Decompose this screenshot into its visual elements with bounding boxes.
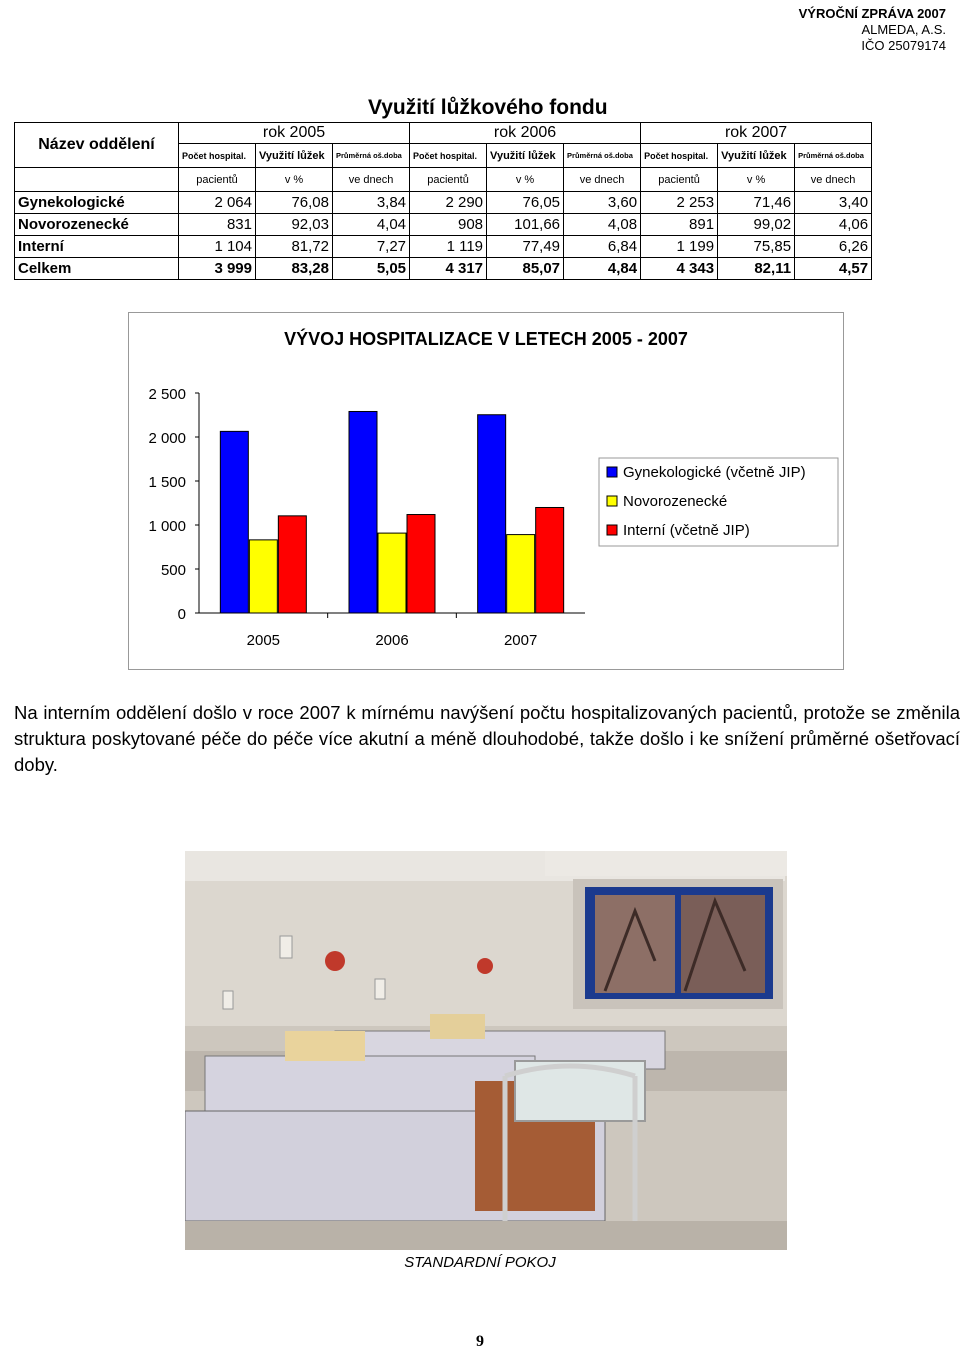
table-cell: 1 119 xyxy=(410,236,487,258)
table-row xyxy=(15,214,872,236)
column-header: Průměrná oš.doba xyxy=(564,144,641,168)
table-title: Využití lůžkového fondu xyxy=(368,96,608,119)
table-cell: 85,07 xyxy=(487,258,564,280)
table-cell: 4 317 xyxy=(410,258,487,280)
unit-spacer xyxy=(15,168,179,192)
table-cell: 2 290 xyxy=(410,192,487,214)
table-cell: 4,06 xyxy=(795,214,872,236)
department-name: Celkem xyxy=(15,258,179,280)
table-cell: 92,03 xyxy=(256,214,333,236)
bar xyxy=(507,535,535,613)
year-header: rok 2005 xyxy=(179,123,410,144)
legend-label: Interní (včetně JIP) xyxy=(623,522,750,539)
photo-caption: STANDARDNÍ POKOJ xyxy=(404,1254,556,1271)
table-row xyxy=(15,236,872,258)
table-cell: 3,84 xyxy=(333,192,410,214)
department-name: Gynekologické xyxy=(15,192,179,214)
table-cell: 101,66 xyxy=(487,214,564,236)
table-cell: 81,72 xyxy=(256,236,333,258)
table-cell: 4,08 xyxy=(564,214,641,236)
unit-label: ve dnech xyxy=(564,168,641,192)
table-cell: 6,84 xyxy=(564,236,641,258)
y-tick-label: 0 xyxy=(177,606,186,623)
chart-plot xyxy=(129,313,843,669)
column-header: Využití lůžek xyxy=(256,144,333,168)
bar xyxy=(378,533,406,613)
table-row xyxy=(15,192,872,214)
table-cell: 71,46 xyxy=(718,192,795,214)
table-cell: 76,05 xyxy=(487,192,564,214)
bar xyxy=(478,415,506,613)
column-header: Počet hospital. xyxy=(641,144,718,168)
table-cell: 2 064 xyxy=(179,192,256,214)
table-cell: 1 199 xyxy=(641,236,718,258)
y-tick-label: 1 500 xyxy=(148,474,186,491)
column-header: Využití lůžek xyxy=(718,144,795,168)
bar xyxy=(536,507,564,613)
table-cell: 5,05 xyxy=(333,258,410,280)
department-name-header: Název oddělení xyxy=(15,123,179,168)
x-tick-label: 2006 xyxy=(375,632,409,649)
table-cell: 908 xyxy=(410,214,487,236)
table-cell: 831 xyxy=(179,214,256,236)
table-cell: 76,08 xyxy=(256,192,333,214)
x-tick-label: 2007 xyxy=(503,632,538,649)
hospitalization-chart xyxy=(128,312,844,670)
table-cell: 3,40 xyxy=(795,192,872,214)
unit-label: v % xyxy=(256,168,333,192)
unit-label: ve dnech xyxy=(795,168,872,192)
page-number: 9 xyxy=(476,1333,484,1350)
table-cell: 3,60 xyxy=(564,192,641,214)
year-header: rok 2007 xyxy=(641,123,872,144)
legend-swatch xyxy=(607,496,617,506)
table-cell: 83,28 xyxy=(256,258,333,280)
bar xyxy=(407,515,435,613)
company-name: ALMEDA, A.S. xyxy=(861,22,946,37)
bar xyxy=(220,431,248,613)
table-cell: 891 xyxy=(641,214,718,236)
document-header xyxy=(799,6,946,54)
unit-label: ve dnech xyxy=(333,168,410,192)
table-cell: 75,85 xyxy=(718,236,795,258)
table-row-total xyxy=(15,258,872,280)
bar xyxy=(249,540,277,613)
unit-label: pacientů xyxy=(641,168,718,192)
column-header: Průměrná oš.doba xyxy=(795,144,872,168)
column-header: Počet hospital. xyxy=(179,144,256,168)
table-cell: 1 104 xyxy=(179,236,256,258)
year-header: rok 2006 xyxy=(410,123,641,144)
table-cell: 82,11 xyxy=(718,258,795,280)
table-cell: 2 253 xyxy=(641,192,718,214)
legend-label: Gynekologické (včetně JIP) xyxy=(623,464,806,481)
table-cell: 4,57 xyxy=(795,258,872,280)
y-tick-label: 1 000 xyxy=(148,518,186,535)
legend-swatch xyxy=(607,525,617,535)
unit-label: v % xyxy=(487,168,564,192)
y-tick-label: 2 500 xyxy=(148,386,186,403)
body-paragraph: Na interním oddělení došlo v roce 2007 k mírnému navýšení počtu hospitalizovaných pacientů, protože se změnila struktura poskytované péče do péče více akutní a méně dlouhodobé, takže došlo i ke snížení průměrné ošetřovací doby. xyxy=(14,702,960,775)
column-header: Průměrná oš.doba xyxy=(333,144,410,168)
table-cell: 4,04 xyxy=(333,214,410,236)
chart-title: VÝVOJ HOSPITALIZACE V LETECH 2005 - 2007 xyxy=(284,329,688,349)
y-tick-label: 2 000 xyxy=(148,430,186,447)
table-cell: 4,84 xyxy=(564,258,641,280)
y-tick-label: 500 xyxy=(160,562,186,579)
report-title: VÝROČNÍ ZPRÁVA 2007 xyxy=(798,6,946,21)
x-tick-label: 2005 xyxy=(246,632,281,649)
column-header: Počet hospital. xyxy=(410,144,487,168)
table-cell: 4 343 xyxy=(641,258,718,280)
unit-label: pacientů xyxy=(410,168,487,192)
department-name: Novorozenecké xyxy=(15,214,179,236)
column-header: Využití lůžek xyxy=(487,144,564,168)
table-cell: 6,26 xyxy=(795,236,872,258)
legend-label: Novorozenecké xyxy=(623,493,728,510)
room-photo xyxy=(185,851,787,1250)
unit-label: pacientů xyxy=(179,168,256,192)
bar xyxy=(349,411,377,613)
company-id: IČO 25079174 xyxy=(861,38,946,53)
legend-swatch xyxy=(607,467,617,477)
table-cell: 7,27 xyxy=(333,236,410,258)
department-name: Interní xyxy=(15,236,179,258)
table-cell: 77,49 xyxy=(487,236,564,258)
unit-label: v % xyxy=(718,168,795,192)
table-cell: 3 999 xyxy=(179,258,256,280)
bar xyxy=(278,516,306,613)
bed-usage-table xyxy=(14,122,872,280)
table-cell: 99,02 xyxy=(718,214,795,236)
